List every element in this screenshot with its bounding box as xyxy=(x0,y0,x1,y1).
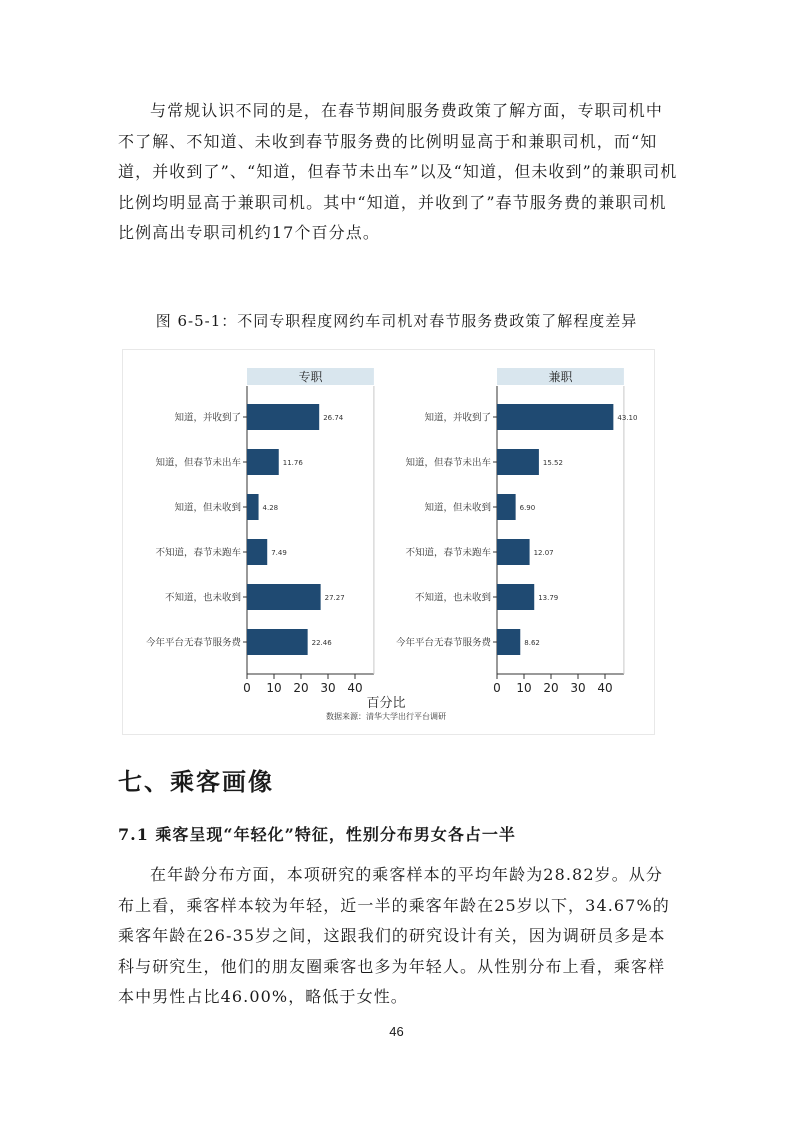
page-number: 46 xyxy=(389,1024,404,1039)
x-tick-label-1-0: 0 xyxy=(493,681,501,695)
bar-value-label-0-3: 7.49 xyxy=(271,549,287,557)
x-tick-label-0-1: 10 xyxy=(266,681,282,695)
x-tick-label-0-0: 0 xyxy=(243,681,251,695)
bar-1-2 xyxy=(497,494,516,520)
bar-value-label-1-4: 13.79 xyxy=(538,594,559,602)
panel-title-0: 专职 xyxy=(298,370,323,384)
bar-1-0 xyxy=(497,404,613,430)
category-label-1-3: 不知道，春节未跑车 xyxy=(405,547,491,559)
body-paragraph-1 xyxy=(118,96,678,249)
category-label-1-0: 知道，并收到了 xyxy=(424,412,491,424)
bar-0-4 xyxy=(247,584,321,610)
figure-title: 图 6-5-1：不同专职程度网约车司机对春节服务费政策了解程度差异 xyxy=(155,312,638,330)
x-tick-label-0-3: 30 xyxy=(320,681,336,695)
paragraph-1-text: 与常规认识不同的是，在春节期间服务费政策了解方面，专职司机中不了解、不知道、未收到春节服务费的比例明显高于和兼职司机，而“知道，并收到了”、“知道，但春节未出车”以及“知道，但未收到”的兼职司机比例均明显高于兼职司机。其中“知道，并收到了”春节服务费的兼职司机比例高出专职司机约17个百分点。 xyxy=(118,101,678,242)
bar-1-4 xyxy=(497,584,534,610)
category-label-0-4: 不知道，也未收到 xyxy=(164,592,241,604)
bar-0-1 xyxy=(247,449,279,475)
x-tick-label-0-4: 40 xyxy=(347,681,363,695)
bar-value-label-1-2: 6.90 xyxy=(519,504,536,512)
bar-value-label-0-1: 11.76 xyxy=(282,459,303,467)
bar-1-5 xyxy=(497,629,520,655)
category-label-0-2: 知道，但未收到 xyxy=(174,502,241,514)
x-tick-label-0-2: 20 xyxy=(293,681,309,695)
bar-value-label-0-2: 4.28 xyxy=(262,504,279,512)
bar-value-label-1-3: 12.07 xyxy=(533,549,554,557)
bar-value-label-1-5: 8.62 xyxy=(524,639,540,647)
x-tick-label-1-2: 20 xyxy=(543,681,559,695)
paragraph-2-text: 在年龄分布方面，本项研究的乘客样本的平均年龄为28.82岁。从分布上看，乘客样本较为年轻，近一半的乘客年龄在25岁以下，34.67%的乘客年龄在26-35岁之间，这跟我们的研究设计有关，因为调研员多是本科与研究生，他们的朋友圈乘客也多为年轻人。从性别分布上看，乘客样本中男性占比46.00%，略低于女性。 xyxy=(118,865,670,1006)
category-label-1-4: 不知道，也未收到 xyxy=(414,592,491,604)
bar-1-1 xyxy=(497,449,539,475)
category-label-1-2: 知道，但未收到 xyxy=(424,502,491,514)
bar-0-0 xyxy=(247,404,319,430)
category-label-0-3: 不知道，春节未跑车 xyxy=(155,547,241,559)
x-tick-label-1-4: 40 xyxy=(597,681,613,695)
bar-0-2 xyxy=(247,494,259,520)
panel-title-1: 兼职 xyxy=(548,370,573,384)
section-heading-7-1: 7.1 乘客呈现“年轻化”特征，性别分布男女各占一半 xyxy=(118,825,516,844)
x-tick-label-1-3: 30 xyxy=(570,681,586,695)
x-axis-title: 百分比 xyxy=(366,696,406,711)
bar-0-5 xyxy=(247,629,308,655)
bar-value-label-0-0: 26.74 xyxy=(323,414,344,422)
body-paragraph-2 xyxy=(118,860,678,1013)
bar-0-3 xyxy=(247,539,267,565)
category-label-0-1: 知道，但春节未出车 xyxy=(155,457,241,469)
category-label-1-1: 知道，但春节未出车 xyxy=(405,457,491,469)
bar-value-label-0-4: 27.27 xyxy=(324,594,345,602)
bar-1-3 xyxy=(497,539,530,565)
bar-value-label-0-5: 22.46 xyxy=(311,639,332,647)
bar-chart xyxy=(123,350,654,734)
bar-value-label-1-0: 43.10 xyxy=(617,414,638,422)
category-label-0-5: 今年平台无春节服务费 xyxy=(145,637,241,649)
section-heading-7: 七、乘客画像 xyxy=(118,767,274,796)
x-tick-label-1-1: 10 xyxy=(516,681,532,695)
category-label-0-0: 知道，并收到了 xyxy=(174,412,241,424)
chart-frame xyxy=(122,349,655,735)
category-label-1-5: 今年平台无春节服务费 xyxy=(395,637,491,649)
bar-value-label-1-1: 15.52 xyxy=(542,459,563,467)
data-source-note: 数据来源：清华大学出行平台调研 xyxy=(326,712,446,721)
